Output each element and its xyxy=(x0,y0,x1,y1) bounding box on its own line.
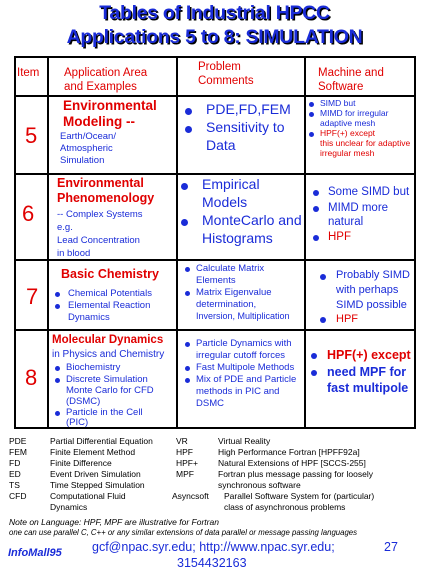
bullet-icon xyxy=(55,292,60,297)
glossary-def: Natural Extensions of HPF [SCCS-255] xyxy=(218,458,366,468)
machine-text: HPF(+) except xyxy=(320,128,376,138)
row-title-line2: Phenomenology xyxy=(57,191,155,205)
infomall-logo: InfoMall95 xyxy=(8,547,62,559)
bullet-icon xyxy=(185,108,192,115)
table-divider-3 xyxy=(304,56,306,428)
glossary-abbr: MPF xyxy=(176,469,194,479)
header-area-line1: Application Area xyxy=(64,67,148,79)
example-text: Particle in the Cell xyxy=(66,407,143,418)
comment-text: PDE,FD,FEM xyxy=(206,101,291,117)
row-number: 5 xyxy=(25,123,38,148)
bullet-icon xyxy=(181,219,188,226)
glossary-def: Finite Element Method xyxy=(50,447,136,457)
glossary-def: class of asynchronous problems xyxy=(224,502,346,512)
example-text: Discrete Simulation xyxy=(66,374,148,385)
comment-text: methods in PIC and xyxy=(196,386,280,397)
row-title-line1: Environmental xyxy=(63,98,157,113)
comment-text: Matrix Eigenvalue xyxy=(196,287,272,298)
example-text: e.g. xyxy=(57,222,73,233)
bullet-icon xyxy=(320,317,326,323)
note-line2: one can use parallel C, C++ or any similar extensions of data parallel or message passing languages xyxy=(9,528,358,537)
example-text: Monte Carlo for CFD xyxy=(66,385,154,396)
comment-text: Elements xyxy=(196,275,236,286)
machine-text: MIMD more xyxy=(328,202,389,214)
row-title-line1: Environmental xyxy=(57,176,144,190)
bullet-icon xyxy=(313,235,319,241)
comment-text: Mix of PDE and Particle xyxy=(196,374,297,385)
machine-text: HPF xyxy=(328,231,351,243)
page-title-line1: Tables of Industrial HPCC xyxy=(99,2,330,24)
example-text: in blood xyxy=(57,248,91,259)
row-divider xyxy=(14,329,416,331)
row-number: 8 xyxy=(25,365,38,390)
glossary-def: Parallel Software System for (particular) xyxy=(224,491,375,501)
machine-text: SIMD but xyxy=(320,98,356,108)
contact-line2: 3154432163 xyxy=(177,556,247,570)
comment-text: Particle Dynamics with xyxy=(196,338,292,349)
example-text: Earth/Ocean/ xyxy=(60,131,116,142)
machine-text: MIMD for irregular xyxy=(320,108,389,118)
header-item: Item xyxy=(17,67,40,79)
comment-text: determination, xyxy=(196,299,257,310)
page-title-line2: Applications 5 to 8: SIMULATION xyxy=(66,26,363,48)
glossary-def: Event Driven Simulation xyxy=(50,469,141,479)
machine-text: Probably SIMD xyxy=(336,269,410,281)
bullet-icon xyxy=(309,132,314,137)
row-number: 7 xyxy=(26,284,39,309)
table-divider-2 xyxy=(176,56,178,428)
comment-text: Models xyxy=(202,194,248,210)
machine-text: with perhaps xyxy=(336,284,399,296)
bullet-icon xyxy=(185,342,190,347)
comment-text: Empirical xyxy=(202,176,260,192)
table-divider-1 xyxy=(47,56,49,428)
glossary-abbr: HPF+ xyxy=(176,458,198,468)
example-text: (DSMC) xyxy=(66,396,101,407)
comment-text: Fast Multipole Methods xyxy=(196,362,295,373)
bullet-icon xyxy=(313,206,319,212)
comment-text: Inversion, Multiplication xyxy=(196,311,290,321)
row-number: 6 xyxy=(22,201,35,226)
glossary-abbr: HPF xyxy=(176,447,193,457)
comment-text: Calculate Matrix xyxy=(196,263,265,274)
example-text: (PIC) xyxy=(66,417,89,428)
header-machine-line2: Software xyxy=(318,81,364,93)
row-title-line1: Basic Chemistry xyxy=(61,267,159,281)
bullet-icon xyxy=(185,366,190,371)
glossary-abbr: ED xyxy=(9,469,21,479)
bullet-icon xyxy=(185,267,190,272)
row-title-line1: Molecular Dynamics xyxy=(52,334,164,346)
bullet-icon xyxy=(185,126,192,133)
table-border-top xyxy=(14,56,416,58)
machine-text: need MPF for xyxy=(327,365,407,379)
example-text: Dynamics xyxy=(68,312,110,323)
comment-text: irregular cutoff forces xyxy=(196,350,286,361)
comment-text: Sensitivity to xyxy=(206,119,285,135)
bullet-icon xyxy=(181,183,188,190)
glossary-def: Dynamics xyxy=(50,502,88,512)
glossary-abbr: VR xyxy=(176,436,188,446)
header-machine-line1: Machine and xyxy=(318,67,384,79)
machine-text: Some SIMD but xyxy=(328,186,410,198)
glossary-def: Partial Differential Equation xyxy=(50,436,153,446)
contact-line1[interactable]: gcf@npac.syr.edu; http://www.npac.syr.edu; xyxy=(92,540,335,554)
example-text: Lead Concentration xyxy=(57,235,140,246)
note-line1: Note on Language: HPF, MPF are illustrative for Fortran xyxy=(9,517,219,527)
glossary-def: synchronous software xyxy=(218,480,301,490)
glossary-def: Computational Fluid xyxy=(50,491,126,501)
glossary-def: Fortran plus message passing for loosely xyxy=(218,469,373,479)
header-comments-line2: Comments xyxy=(198,75,254,87)
example-text: -- Complex Systems xyxy=(57,209,143,220)
glossary-abbr: CFD xyxy=(9,491,27,501)
example-text: Biochemistry xyxy=(66,362,121,373)
header-area-line2: and Examples xyxy=(64,81,137,93)
row-divider xyxy=(14,95,416,97)
row-divider xyxy=(14,173,416,175)
machine-text: natural xyxy=(328,216,364,228)
example-text: Atmospheric xyxy=(60,143,113,154)
bullet-icon xyxy=(313,190,319,196)
machine-text: HPF(+) except xyxy=(327,348,411,362)
page-number: 27 xyxy=(384,540,398,554)
bullet-icon xyxy=(320,274,326,280)
machine-text: adaptive mesh xyxy=(320,118,376,128)
bullet-icon xyxy=(309,102,314,107)
example-text: Simulation xyxy=(60,155,105,166)
bullet-icon xyxy=(309,112,314,117)
glossary-def: Finite Difference xyxy=(50,458,112,468)
machine-text: this unclear for adaptive xyxy=(320,138,411,148)
machine-text: irregular mesh xyxy=(320,148,375,158)
glossary-def: Time Stepped Simulation xyxy=(50,480,145,490)
row-title-line2: Modeling -- xyxy=(63,114,135,129)
glossary-abbr: Asyncsoft xyxy=(172,491,209,501)
example-text: Chemical Potentials xyxy=(68,288,152,299)
comment-text: Histograms xyxy=(202,230,273,246)
machine-text: SIMD possible xyxy=(336,299,407,311)
bullet-icon xyxy=(311,370,317,376)
comment-text: Data xyxy=(206,137,236,153)
machine-text: fast multipole xyxy=(327,381,409,395)
bullet-icon xyxy=(55,378,60,383)
bullet-icon xyxy=(185,291,190,296)
machine-text: HPF xyxy=(336,313,358,325)
glossary-def: High Performance Fortran [HPFF92a] xyxy=(218,447,360,457)
comment-text: DSMC xyxy=(196,398,224,409)
bullet-icon xyxy=(55,304,60,309)
glossary-abbr: PDE xyxy=(9,436,27,446)
bullet-icon xyxy=(55,411,60,416)
comment-text: MonteCarlo and xyxy=(202,212,302,228)
glossary-def: Virtual Reality xyxy=(218,436,271,446)
table-border-left xyxy=(14,56,16,428)
bullet-icon xyxy=(55,366,60,371)
header-comments-line1: Problem xyxy=(198,61,241,73)
glossary-abbr: FEM xyxy=(9,447,27,457)
example-text: Elemental Reaction xyxy=(68,300,151,311)
table-border-right xyxy=(414,56,416,428)
bullet-icon xyxy=(185,378,190,383)
glossary-abbr: FD xyxy=(9,458,21,468)
row-title-line2: in Physics and Chemistry xyxy=(52,349,165,360)
glossary-abbr: TS xyxy=(9,480,20,490)
bullet-icon xyxy=(311,353,317,359)
